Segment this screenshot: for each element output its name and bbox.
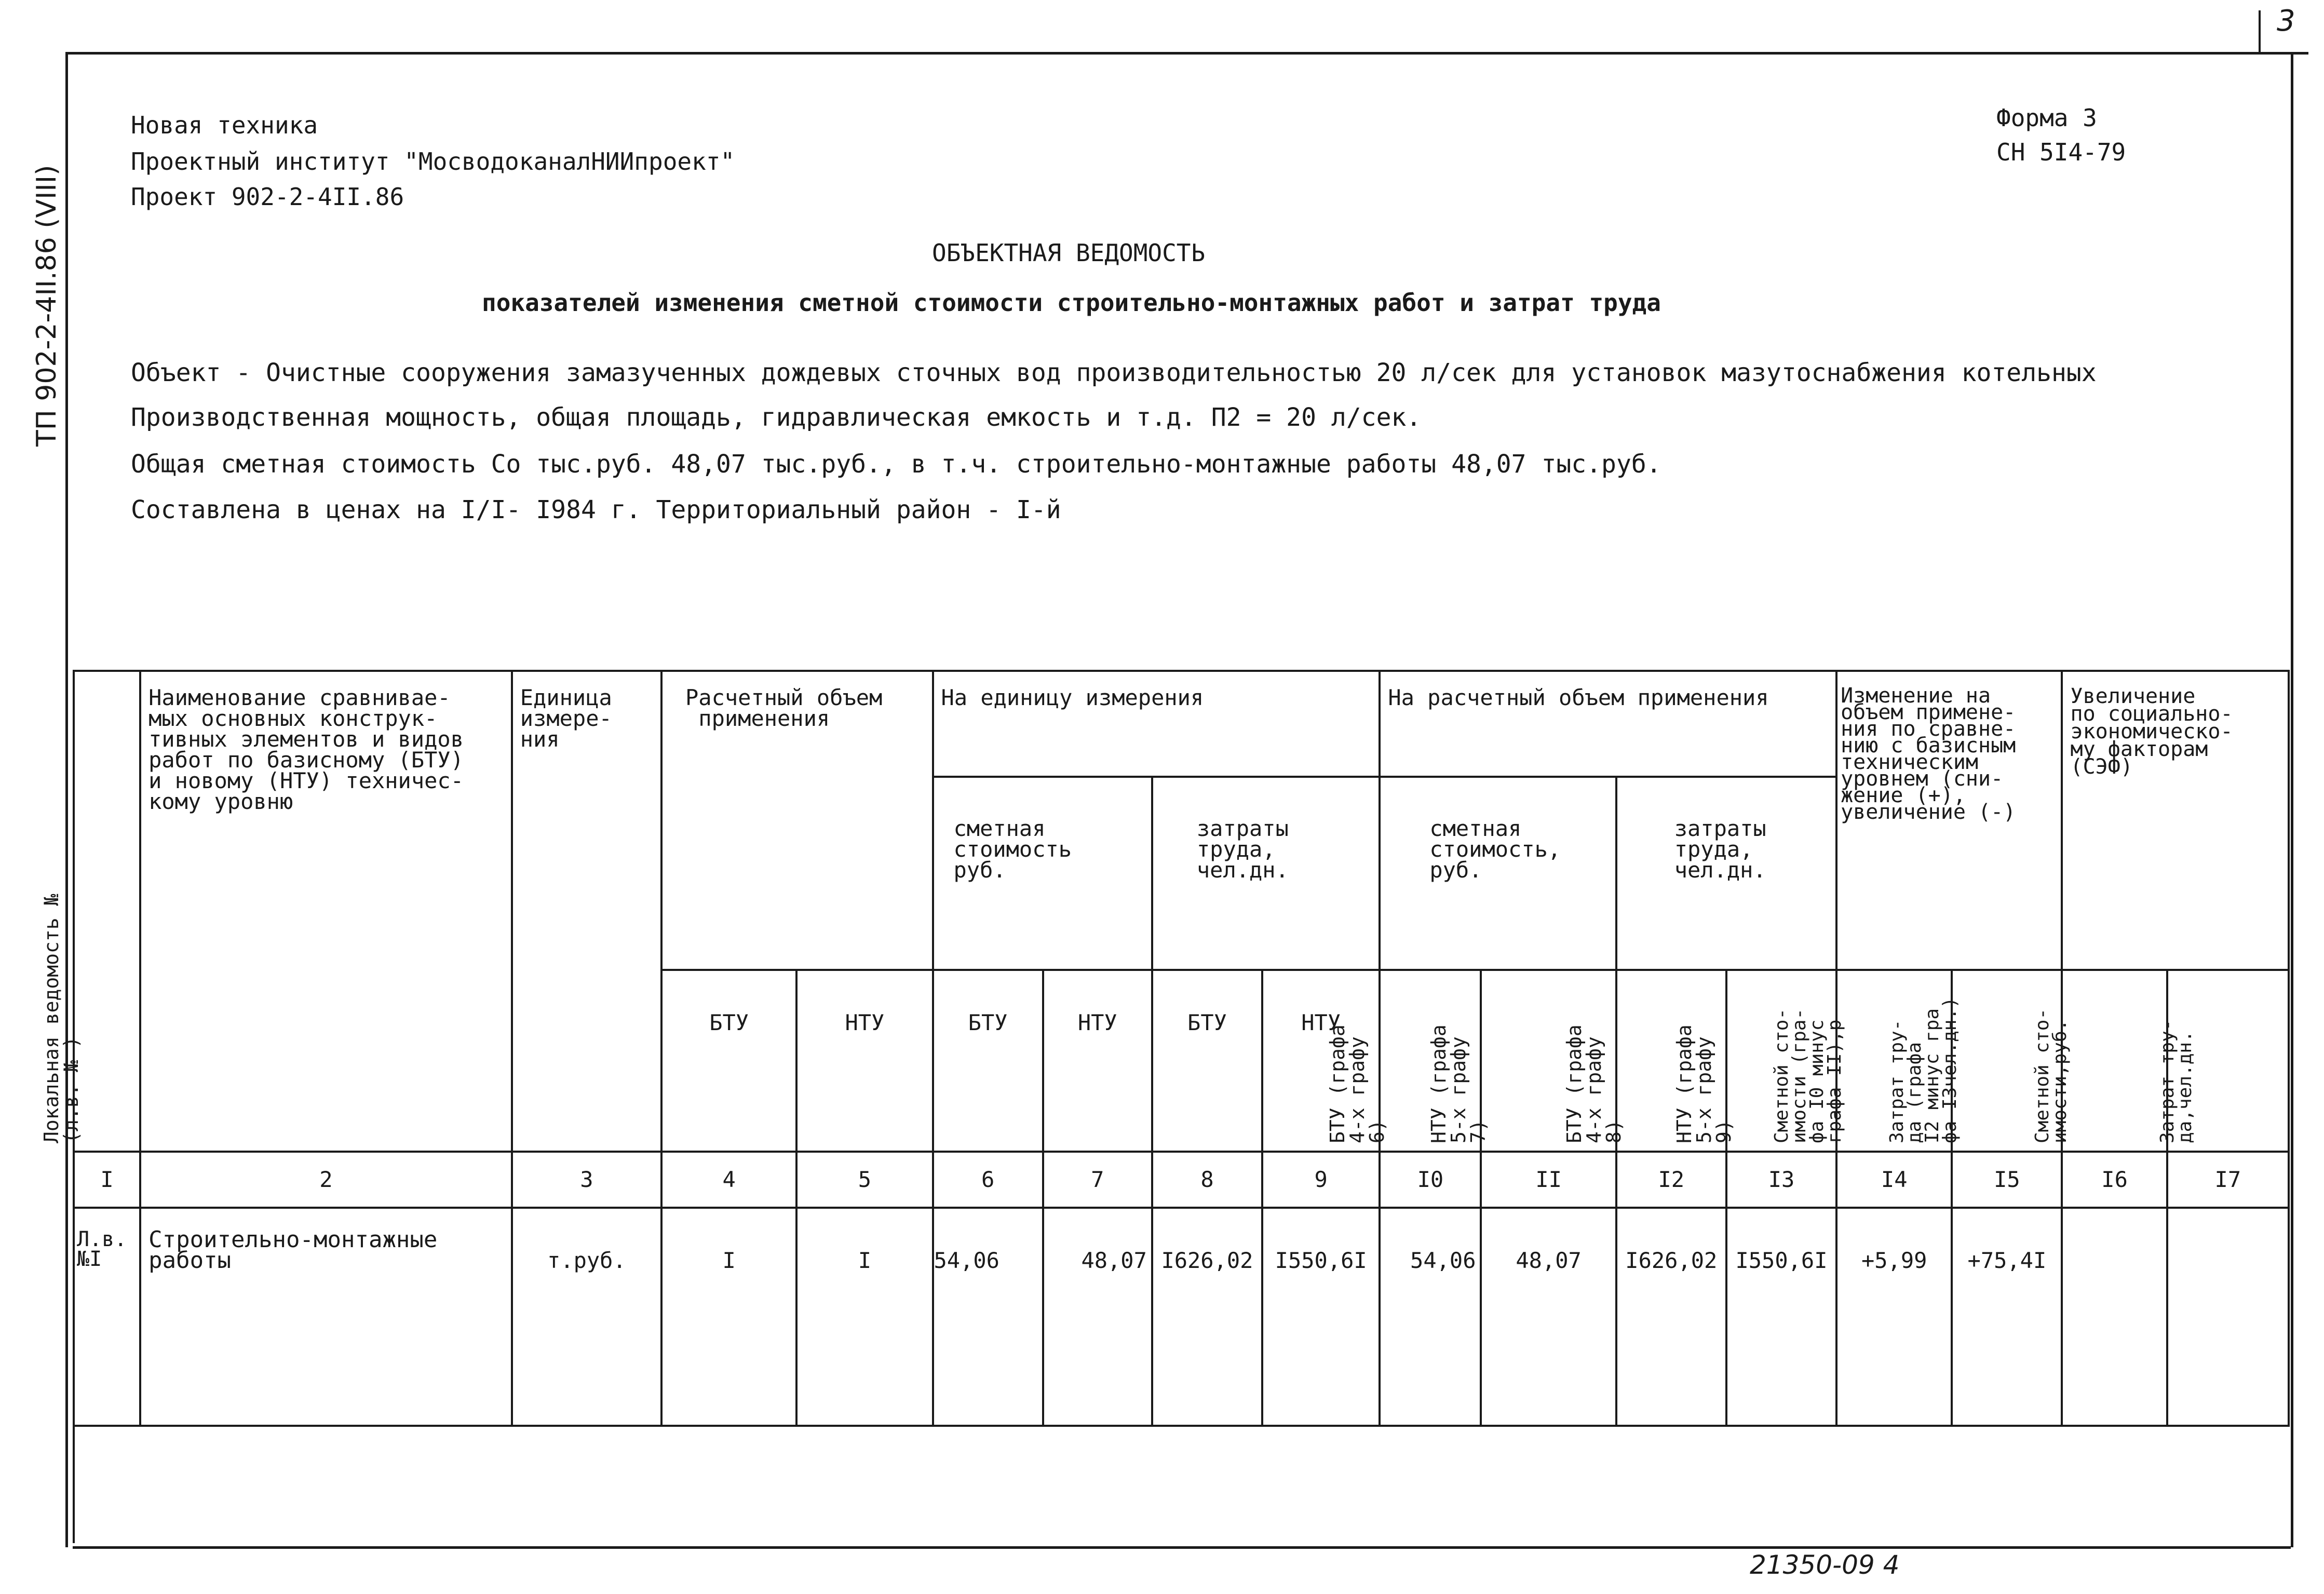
row-local-sheet: Л.в. №I [74, 1208, 140, 1426]
header-unit-cost: сметная стоимость руб. [933, 777, 1152, 970]
header-col-10: БТУ (графа 4-х графу 6) [1380, 970, 1481, 1152]
header-line-2: Проектный институт "МосводоканалНИИпроект" [131, 147, 735, 175]
row-change-cost: +5,99 [1836, 1208, 1952, 1426]
header-ntu-5: НТУ [796, 970, 933, 1152]
col-num-1: I [74, 1152, 140, 1208]
frame-right-border [2291, 52, 2293, 1547]
header-btu-8: БТУ [1152, 970, 1262, 1152]
header-col-16: Сметной сто- имости,руб. [2062, 970, 2167, 1152]
sn-label: СН 5I4-79 [1996, 138, 2126, 166]
col-num-5: 5 [796, 1152, 933, 1208]
col-num-2: 2 [140, 1152, 512, 1208]
page-title: ОБЪЕКТНАЯ ВЕДОМОСТЬ [932, 239, 1206, 267]
header-btu-6: БТУ [933, 970, 1043, 1152]
row-unit-cost-ntu: 48,07 [1043, 1208, 1152, 1426]
header-local-sheet [40, 671, 140, 1152]
header-col-13: НТУ (графа 5-х графу 9) [1726, 970, 1836, 1152]
header-ntu-9: НТУ [1262, 970, 1380, 1152]
page-subtitle: показателей изменения сметной стоимости строительно-монтажных работ и затрат труда [482, 289, 1661, 317]
header-volume-labor: затраты труда, чел.дн. [1616, 777, 1836, 970]
header-name: Наименование сравнивае- мых основных конструк- тивных элементов и видов работ по базисному (БТУ) и новому (НТУ) техничес- кому уровню [140, 671, 512, 1152]
col-num-7: 7 [1043, 1152, 1152, 1208]
col-num-12: I2 [1616, 1152, 1726, 1208]
prices-line: Составлена в ценах на I/I- I984 г. Территориальный район - I-й [131, 495, 1061, 524]
row-unit-cost-btu: 54,06 [933, 1208, 1043, 1426]
row-sef-cost [2062, 1208, 2167, 1426]
table-empty-row [74, 1426, 2289, 1543]
frame-left-border [65, 52, 68, 1547]
frame-top-border [65, 52, 2308, 55]
empty-row-cell [74, 1426, 2289, 1543]
header-ntu-7: НТУ [1043, 970, 1152, 1152]
frame-bottom-border [73, 1546, 2291, 1549]
form-label: Форма 3 [1996, 104, 2097, 132]
row-unit: т.руб. [512, 1208, 661, 1426]
row-volume-cost-btu: 54,06 [1380, 1208, 1481, 1426]
col-num-13: I3 [1726, 1152, 1836, 1208]
row-volume-labor-ntu: I550,6I [1726, 1208, 1836, 1426]
header-volume: Расчетный объем применения [661, 671, 933, 970]
capacity-line: Производственная мощность, общая площадь, гидравлическая емкость и т.д. П2 = 20 л/сек. [131, 403, 1422, 432]
indicators-table [40, 670, 2290, 1543]
header-line-1: Новая техника [131, 111, 318, 139]
row-volume-ntu: I [796, 1208, 933, 1426]
footer-handwritten-note: 21350-09 4 [1750, 1550, 1900, 1580]
page-number-tick [2259, 10, 2261, 52]
row-volume-cost-ntu: 48,07 [1481, 1208, 1616, 1426]
page-number: 3 [2277, 4, 2295, 38]
col-num-6: 6 [933, 1152, 1043, 1208]
header-local-sheet-text: Локальная ведомость № (л.в. № ) [40, 894, 83, 1143]
table-row [74, 1208, 2289, 1426]
col-num-11: II [1481, 1152, 1616, 1208]
row-volume-btu: I [661, 1208, 796, 1426]
col-num-9: 9 [1262, 1152, 1380, 1208]
header-unit-labor: затраты труда, чел.дн. [1152, 777, 1380, 970]
col-num-17: I7 [2167, 1152, 2289, 1208]
row-volume-labor-btu: I626,02 [1616, 1208, 1726, 1426]
header-line-3: Проект 902-2-4II.86 [131, 183, 404, 211]
header-unit: Единица измере- ния [512, 671, 661, 1152]
col-num-3: 3 [512, 1152, 661, 1208]
header-btu-4: БТУ [661, 970, 796, 1152]
col-num-14: I4 [1836, 1152, 1952, 1208]
col-num-10: I0 [1380, 1152, 1481, 1208]
header-col-15: Затрат тру- да (графа I2 минус гра фа I3чел.дн.) [1952, 970, 2062, 1152]
row-sef-labor [2167, 1208, 2289, 1426]
row-unit-labor-ntu: I550,6I [1262, 1208, 1380, 1426]
header-col-14: Сметной сто- имости (гра- фа I0 минус графа II),р [1836, 970, 1952, 1152]
header-volume-cost: сметная стоимость, руб. [1380, 777, 1616, 970]
col-num-8: 8 [1152, 1152, 1262, 1208]
header-per-volume: На расчетный объем применения [1380, 671, 1836, 777]
header-col-17: Затрат тру- да,чел.дн. [2167, 970, 2289, 1152]
object-line: Объект - Очистные сооружения замазученных дождевых сточных вод производительностью 20 л/сек для установок мазутоснабжения котельных [131, 358, 2097, 387]
header-col-11: НТУ (графа 5-х графу 7) [1481, 970, 1616, 1152]
header-change: Изменение на объем примене- ния по сравне- нию с базисным техническим уровнем (сни- жение (+), увеличение (-) [1836, 671, 2062, 970]
cost-line: Общая сметная стоимость Со тыс.руб. 48,07 тыс.руб., в т.ч. строительно-монтажные работы 48,07 тыс.руб. [131, 450, 1661, 479]
row-name: Строительно-монтажные работы [140, 1208, 512, 1426]
header-sef: Увеличение по социально- экономическо- му факторам (СЭФ) [2062, 671, 2289, 970]
col-num-15: I5 [1952, 1152, 2062, 1208]
col-num-4: 4 [661, 1152, 796, 1208]
row-unit-labor-btu: I626,02 [1152, 1208, 1262, 1426]
col-num-16: I6 [2062, 1152, 2167, 1208]
header-per-unit: На единицу измерения [933, 671, 1380, 777]
row-change-labor: +75,4I [1952, 1208, 2062, 1426]
header-col-12: БТУ (графа 4-х графу 8) [1616, 970, 1726, 1152]
column-number-row [74, 1152, 2289, 1208]
